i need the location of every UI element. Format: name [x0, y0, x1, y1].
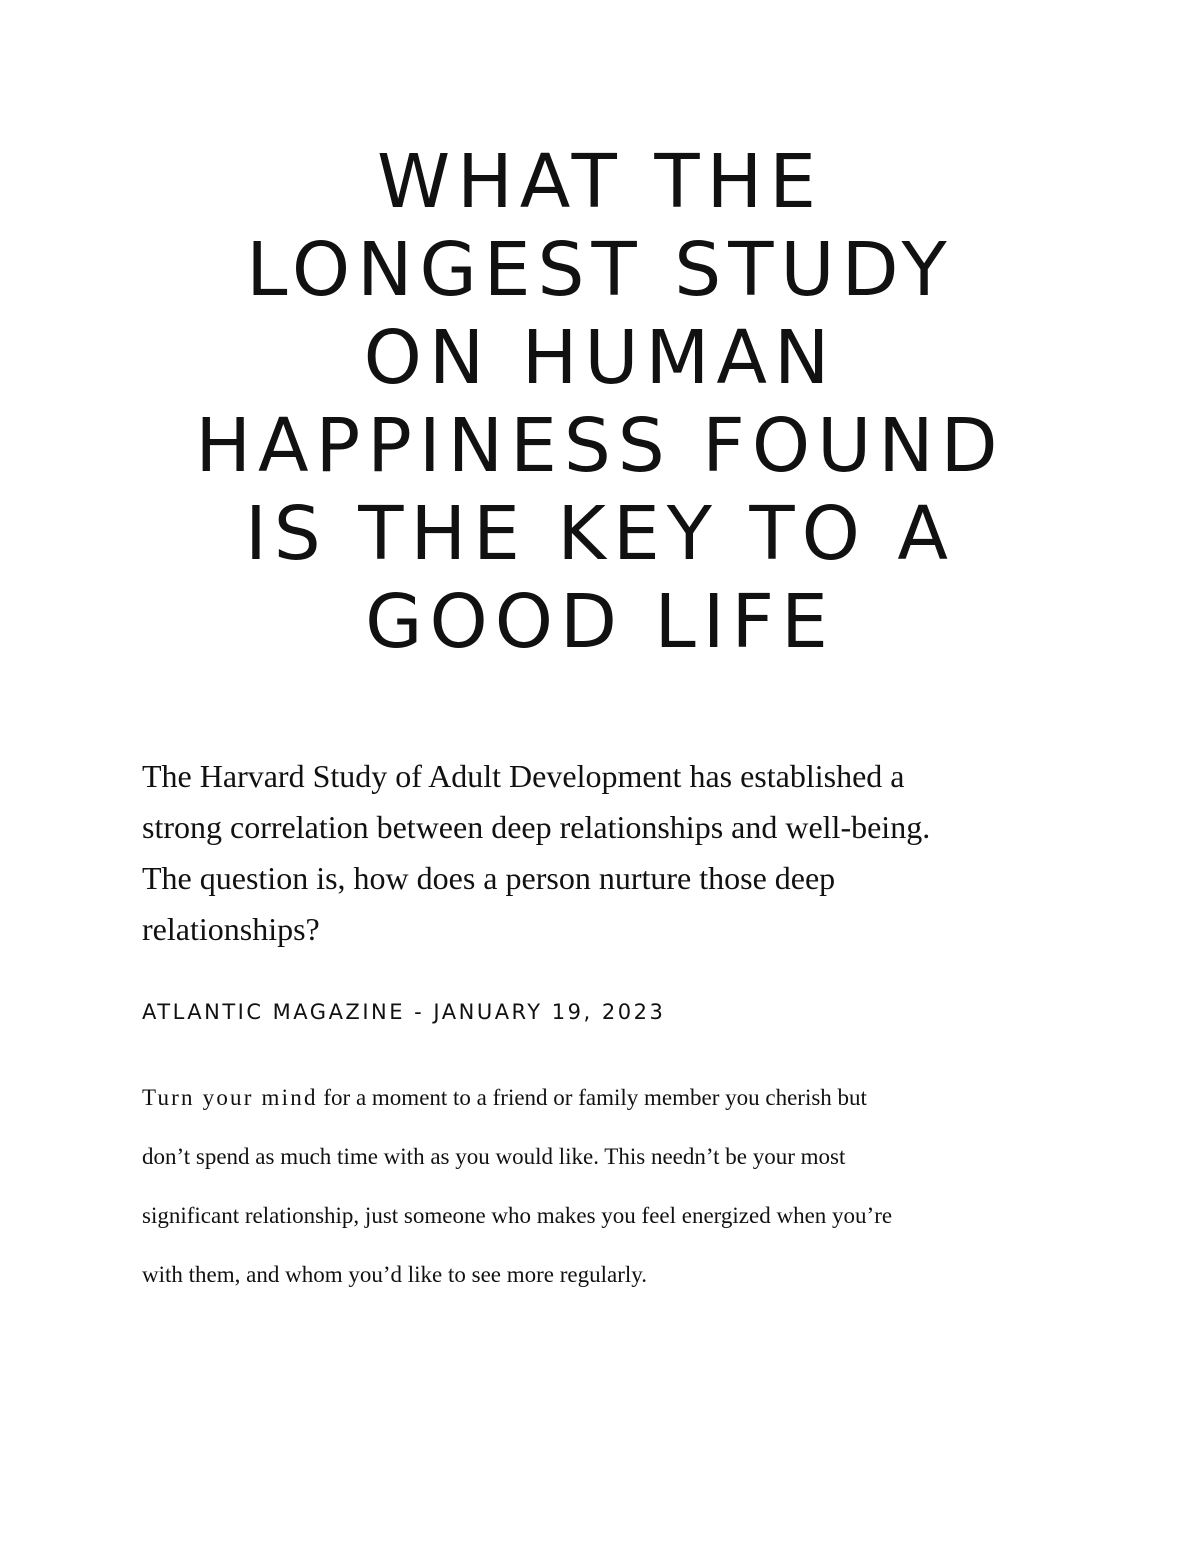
title-line: IS THE KEY TO A: [244, 491, 956, 577]
body-line-rest: for a moment to a friend or family member you cherish but: [317, 1085, 867, 1110]
body-lead-words: Turn your mind: [142, 1085, 318, 1110]
article-title: [120, 138, 1080, 666]
subtitle-line: The question is, how does a person nurture those deep: [142, 860, 836, 896]
subtitle-line: strong correlation between deep relationships and well-being.: [142, 809, 931, 845]
body-line: don’t spend as much time with as you would like. This needn’t be your most: [142, 1144, 846, 1169]
article-body: [142, 1068, 1072, 1304]
title-line: LONGEST STUDY: [246, 227, 954, 313]
subtitle-line: The Harvard Study of Adult Development has established a: [142, 758, 905, 794]
title-line: ON HUMAN: [363, 315, 837, 401]
article-subtitle: [142, 751, 1062, 955]
title-line: WHAT THE: [376, 139, 824, 225]
article-byline: ATLANTIC MAGAZINE - JANUARY 19, 2023: [142, 1000, 666, 1024]
subtitle-line: relationships?: [142, 911, 320, 947]
body-line: [142, 1068, 1072, 1127]
title-line: GOOD LIFE: [365, 579, 835, 665]
body-line: significant relationship, just someone who makes you feel energized when you’re: [142, 1203, 893, 1228]
body-line: with them, and whom you’d like to see more regularly.: [142, 1262, 648, 1287]
title-line: HAPPINESS FOUND: [195, 403, 1005, 489]
